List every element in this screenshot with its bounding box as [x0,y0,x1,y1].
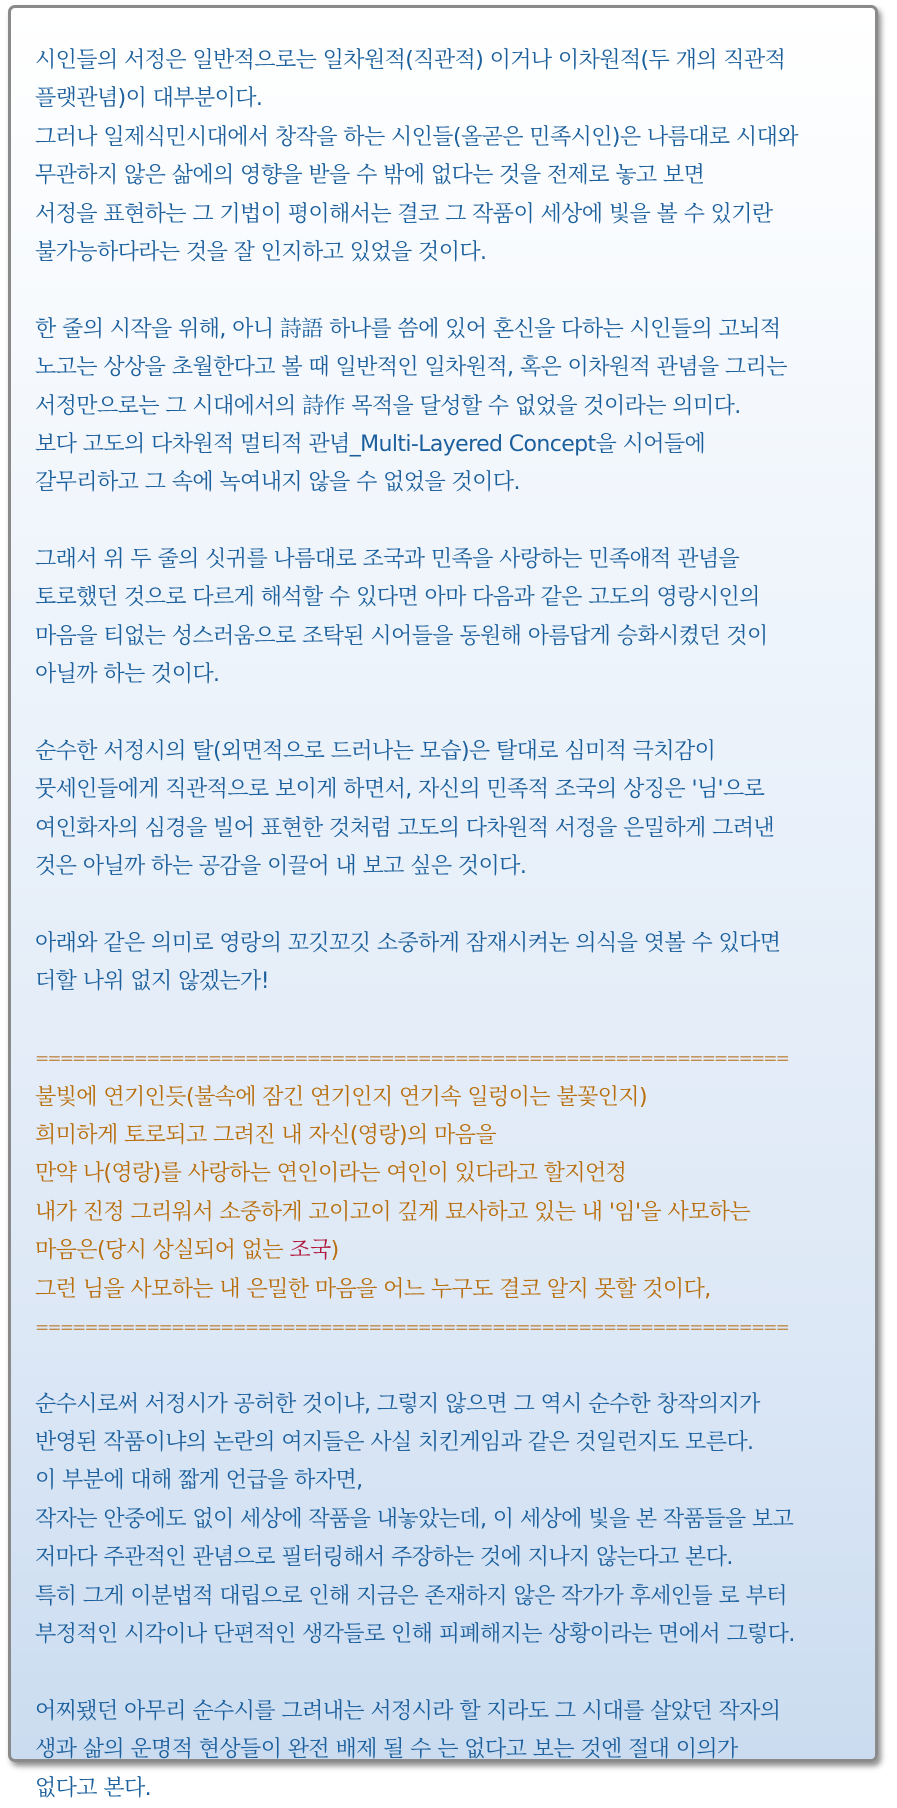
text-line: 부정적인 시각이나 단편적인 생각들로 인해 피폐해지는 상황이라는 면에서 그렇다. [35,1622,795,1648]
poem-bottom-rule: ============================================================= [35,1317,788,1338]
text-line: 특히 그게 이분법적 대립으로 인해 지금은 존재하지 않은 작가가 후세인들 로 부터 [35,1583,787,1609]
poem-line: 희미하게 토로되고 그려진 내 자신(영랑)의 마음을 [35,1122,496,1148]
text-line: 작자는 안중에도 없이 세상에 작품을 내놓았는데, 이 세상에 빛을 본 작품들을 보고 [35,1506,794,1532]
poem-line-text: ) [330,1238,339,1264]
poem-line: 불빛에 연기인듯(불속에 잠긴 연기인지 연기속 일렁이는 불꽃인지) [35,1084,647,1110]
text-line: 아래와 같은 의미로 영랑의 꼬깃꼬깃 소중하게 잠재시켜논 의식을 엿볼 수 있다면 [35,930,781,956]
text-line: 시인들의 서정은 일반적으로는 일차원적(직관적) 이거나 이차원적(두 개의 직관적 [35,48,786,73]
text-line: 서정을 표현하는 그 기법이 평이해서는 결코 그 작품이 세상에 빛을 볼 수 있기란 [35,201,773,227]
text-line: 서정만으로는 그 시대에서의 詩作 목적을 달성할 수 없었을 것이라는 의미다. [35,393,741,419]
paragraph-gap [35,503,881,541]
paragraph-gap [35,1002,881,1040]
text-line: 노고는 상상을 초월한다고 볼 때 일반적인 일차원적, 혹은 이차원적 관념을 그리는 [35,355,787,381]
text-line: 반영된 작품이냐의 논란의 여지들은 사실 치킨게임과 같은 것일런지도 모른다. [35,1430,754,1456]
text-line: 생과 삶의 운명적 현상들이 완전 배제 될 수 는 없다고 보는 것엔 절대 이의가 [35,1737,738,1763]
essay-card [8,5,878,1801]
paragraph-gap [35,1654,881,1692]
poem-highlight-word: 조국 [289,1238,331,1264]
poem-line: 만약 나(영랑)를 사랑하는 연인이라는 여인이 있다라고 할지언정 [35,1161,627,1187]
text-line: 그러나 일제식민시대에서 창작을 하는 시인들(올곧은 민족시인)은 나름대로 시대와 [35,124,798,150]
text-line: 그래서 위 두 줄의 싯귀를 나름대로 조국과 민족을 사랑하는 민족애적 관념을 [35,547,740,573]
paragraph-gap [35,695,881,733]
text-line: 무관하지 않은 삶에의 영향을 받을 수 밖에 없다는 것을 전제로 놓고 보면 [35,163,705,189]
poem-line: 그런 님을 사모하는 내 은밀한 마음을 어느 누구도 결코 알지 못할 것이다, [35,1276,711,1302]
poem-block [35,1079,881,1309]
text-line: 갈무리하고 그 속에 녹여내지 않을 수 없었을 것이다. [35,470,520,496]
text-line: 더할 나위 없지 않겠는가! [35,969,269,995]
text-line: 없다고 본다. [35,1775,152,1801]
text-line: 아닐까 하는 것이다. [35,662,220,688]
text-line: 것은 아닐까 하는 공감을 이끌어 내 보고 싶은 것이다. [35,854,527,880]
poem-line-text: 마음은(당시 상실되어 없는 [35,1238,290,1264]
essay-content [35,42,881,1808]
text-line: 토로했던 것으로 다르게 해석할 수 있다면 아마 다음과 같은 고도의 영랑시인의 [35,585,760,611]
poem-line [35,1232,881,1270]
text-line: 이 부분에 대해 짧게 언급을 하자면, [35,1468,363,1494]
text-line: 불가능하다라는 것을 잘 인지하고 있었을 것이다. [35,239,487,265]
text-line: 뭇세인들에게 직관적으로 보이게 하면서, 자신의 민족적 조국의 상징은 '님'으로 [35,777,765,803]
text-line: 어찌됐던 아무리 순수시를 그려내는 서정시라 할 지라도 그 시대를 살았던 작자의 [35,1698,781,1724]
text-line: 저마다 주관적인 관념으로 필터링해서 주장하는 것에 지나지 않는다고 본다. [35,1545,733,1571]
paragraph-gap [35,1347,881,1385]
text-line: 보다 고도의 다차원적 멀티적 관념_Multi-Layered Concept을 시어들에 [35,431,706,457]
text-line: 한 줄의 시작을 위해, 아니 詩語 하나를 씀에 있어 혼신을 다하는 시인들의 고뇌적 [35,316,781,342]
paragraph-gap [35,887,881,925]
text-line: 순수시로써 서정시가 공허한 것이냐, 그렇지 않으면 그 역시 순수한 창작의지가 [35,1391,760,1417]
poem-top-rule: ============================================================= [35,1049,788,1070]
text-line: 여인화자의 심경을 빌어 표현한 것처럼 고도의 다차원적 서정을 은밀하게 그려낸 [35,815,775,841]
text-line: 마음을 티없는 성스러움으로 조탁된 시어들을 동원해 아름답게 승화시켰던 것이 [35,623,768,649]
text-line: 순수한 서정시의 탈(외면적으로 드러나는 모습)은 탈대로 심미적 극치감이 [35,739,716,765]
poem-line: 내가 진정 그리워서 소중하게 고이고이 깊게 묘사하고 있는 내 '임'을 사모하는 [35,1199,751,1225]
paragraph-gap [35,272,881,310]
text-line: 플랫관념)이 대부분이다. [35,86,263,112]
